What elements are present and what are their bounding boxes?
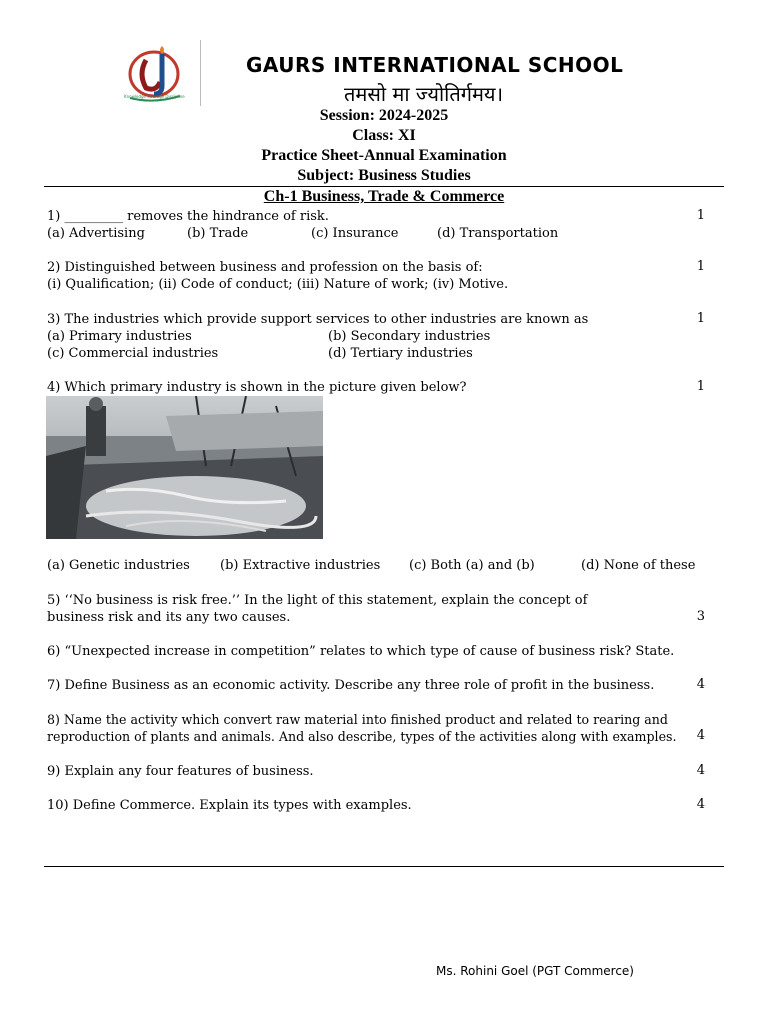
question-2-line2: (i) Qualification; (ii) Code of conduct; (iii) Nature of work; (iv) Motive. — [47, 277, 509, 292]
question-1-marks: 1 — [696, 208, 705, 223]
question-4-marks: 1 — [696, 379, 705, 394]
question-7: 7) Define Business as an economic activity. Describe any three role of profit in the business. — [47, 678, 655, 693]
session-line: Session: 2024-2025 — [319, 107, 449, 124]
footer-divider — [44, 866, 724, 867]
question-3: 3) The industries which provide support services to other industries are known as — [47, 312, 589, 327]
question-10: 10) Define Commerce. Explain its types with examples. — [47, 798, 412, 813]
logo-tagline: Knowledge Courage Discipline — [124, 94, 185, 99]
q3-option-d: (d) Tertiary industries — [328, 346, 473, 361]
school-motto: तमसो मा ज्योतिर्गमय। — [344, 82, 504, 106]
question-1: 1) _________ removes the hindrance of risk. — [47, 209, 329, 224]
class-line: Class: XI — [352, 127, 416, 144]
question-8-marks: 4 — [696, 728, 705, 743]
teacher-signature: Ms. Rohini Goel (PGT Commerce) — [436, 964, 634, 978]
question-8: 8) Name the activity which convert raw material into finished product and related to rearing and — [47, 712, 668, 727]
question-10-marks: 4 — [696, 797, 705, 812]
question-5-line2: business risk and its any two causes. — [47, 610, 291, 625]
question-7-marks: 4 — [696, 677, 705, 692]
q4-option-b: (b) Extractive industries — [220, 558, 381, 573]
sheet-title: Practice Sheet-Annual Examination — [261, 147, 507, 164]
q1-option-b: (b) Trade — [187, 226, 249, 241]
fishing-photo — [46, 396, 323, 539]
question-3-marks: 1 — [696, 311, 705, 326]
chapter-title: Ch-1 Business, Trade & Commerce — [263, 188, 505, 205]
q4-option-d: (d) None of these — [581, 558, 696, 573]
question-2: 2) Distinguished between business and profession on the basis of: — [47, 260, 483, 275]
q4-option-c: (c) Both (a) and (b) — [409, 558, 535, 573]
subject-line: Subject: Business Studies — [297, 167, 471, 184]
header-divider — [44, 186, 724, 187]
q3-option-c: (c) Commercial industries — [47, 346, 219, 361]
q1-option-d: (d) Transportation — [437, 226, 559, 241]
question-2-marks: 1 — [696, 259, 705, 274]
q4-option-a: (a) Genetic industries — [47, 558, 190, 573]
question-9: 9) Explain any four features of business. — [47, 764, 314, 779]
fishing-boat-image-icon — [46, 396, 323, 539]
question-6: 6) “Unexpected increase in competition” relates to which type of cause of business risk? State. — [47, 644, 675, 659]
q3-option-b: (b) Secondary industries — [328, 329, 491, 344]
question-5-marks: 3 — [696, 609, 705, 624]
question-9-marks: 4 — [696, 763, 705, 778]
question-5: 5) ‘‘No business is risk free.’’ In the light of this statement, explain the concept of — [47, 593, 588, 608]
question-8-line2: reproduction of plants and animals. And also describe, types of the activities along with examples. — [47, 729, 677, 744]
question-4: 4) Which primary industry is shown in the picture given below? — [47, 380, 467, 395]
school-name: GAURS INTERNATIONAL SCHOOL — [246, 53, 624, 77]
q1-option-a: (a) Advertising — [47, 226, 145, 241]
q3-option-a: (a) Primary industries — [47, 329, 192, 344]
q1-option-c: (c) Insurance — [311, 226, 399, 241]
